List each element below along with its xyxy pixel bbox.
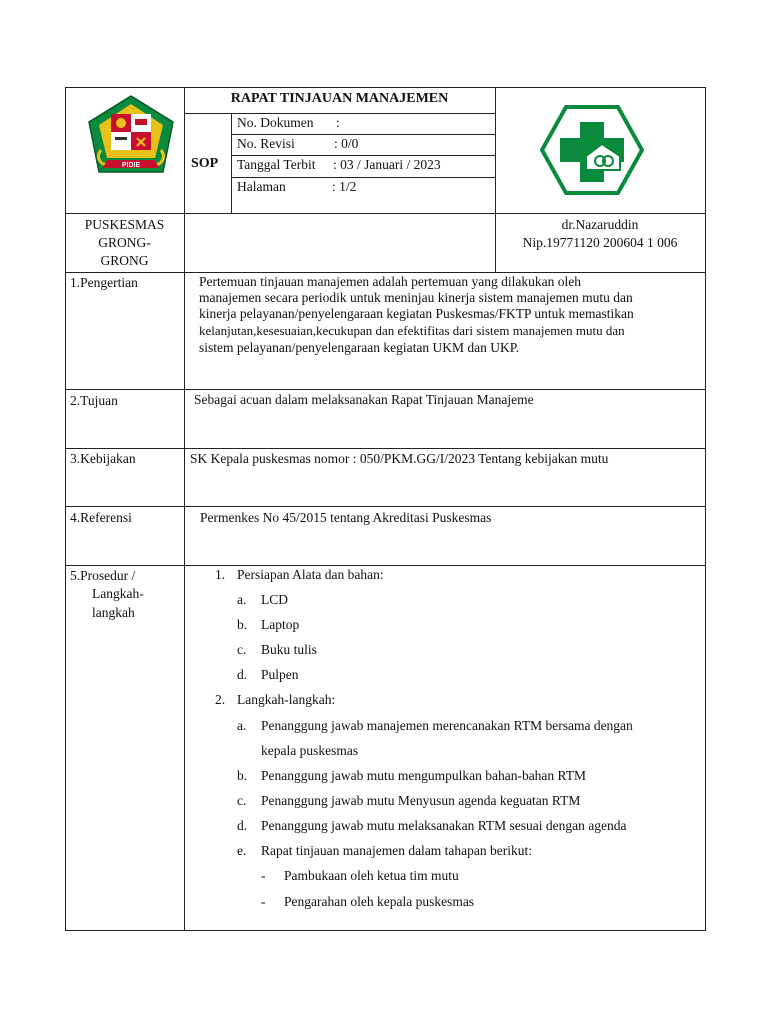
step-1-text: Persiapan Alata dan bahan: xyxy=(237,567,384,582)
step-2c-marker: c. xyxy=(237,793,247,808)
step-2a-marker: a. xyxy=(237,718,247,733)
tujuan-text: Sebagai acuan dalam melaksanakan Rapat Tinjauan Manajeme xyxy=(194,392,534,407)
doc-number-value: : xyxy=(336,115,340,130)
page-label: Halaman xyxy=(237,179,286,194)
dash-item-1-text: Pambukaan oleh ketua tim mutu xyxy=(284,868,459,883)
page-value: : 1/2 xyxy=(332,179,357,194)
step-1a-marker: a. xyxy=(237,592,247,607)
prosedur-label-line-2: Langkah- xyxy=(92,586,144,601)
puskesmas-logo xyxy=(540,104,644,196)
pengertian-line-4: kelanjutan,kesesuaian,kecukupan dan efektifitas dari sistem manajemen mutu dan xyxy=(199,323,625,338)
step-2d-marker: d. xyxy=(237,818,248,833)
kebijakan-label: 3.Kebijakan xyxy=(70,451,136,466)
signer-nip: Nip.19771120 200604 1 006 xyxy=(522,235,678,250)
revision-label: No. Revisi xyxy=(237,136,295,151)
step-2a-continuation: kepala puskesmas xyxy=(261,743,359,758)
issue-date-value: : 03 / Januari / 2023 xyxy=(333,157,441,172)
sop-label: SOP xyxy=(191,156,219,171)
step-1d-text: Pulpen xyxy=(261,667,299,682)
prosedur-label-line-3: langkah xyxy=(92,605,135,620)
step-2b-marker: b. xyxy=(237,768,248,783)
signer-name: dr.Nazaruddin xyxy=(561,217,639,232)
pidie-ribbon-text: PIDIE xyxy=(121,162,141,169)
step-1a-text: LCD xyxy=(261,592,288,607)
puskesmas-cross-icon xyxy=(540,104,644,196)
prosedur-label-line-1: 5.Prosedur / xyxy=(70,568,136,583)
referensi-text: Permenkes No 45/2015 tentang Akreditasi Puskesmas xyxy=(200,510,492,525)
step-2e-text: Rapat tinjauan manajemen dalam tahapan berikut: xyxy=(261,843,533,858)
institution-name-line-2: GRONG- xyxy=(98,235,151,250)
pidie-emblem-icon xyxy=(85,92,177,176)
step-2a-text: Penanggung jawab manajemen merencanakan RTM bersama dengan xyxy=(261,718,633,733)
step-1c-marker: c. xyxy=(237,642,247,657)
step-1b-text: Laptop xyxy=(261,617,300,632)
document-title: RAPAT TINJAUAN MANAJEMEN xyxy=(230,91,449,106)
pengertian-label: 1.Pengertian xyxy=(70,275,138,290)
tujuan-label: 2.Tujuan xyxy=(70,393,118,408)
kebijakan-text: SK Kepala puskesmas nomor : 050/PKM.GG/I/2023 Tentang kebijakan mutu xyxy=(190,451,609,466)
pengertian-line-1: Pertemuan tinjauan manajemen adalah pertemuan yang dilakukan oleh xyxy=(199,274,581,289)
pengertian-line-2: manajemen secara periodik untuk meninjau kinerja sistem manajemen mutu dan xyxy=(199,290,633,305)
step-1-number: 1. xyxy=(215,567,226,582)
issue-date-label: Tanggal Terbit xyxy=(237,157,316,172)
institution-name-line-3: GRONG xyxy=(100,253,149,268)
step-2e-marker: e. xyxy=(237,843,247,858)
referensi-label: 4.Referensi xyxy=(70,510,132,525)
step-2-number: 2. xyxy=(215,692,226,707)
pengertian-line-3: kinerja pelayanan/penyelengaraan kegiatan Puskesmas/FKTP untuk memastikan xyxy=(199,306,634,321)
step-1c-text: Buku tulis xyxy=(261,642,317,657)
step-1b-marker: b. xyxy=(237,617,248,632)
dash-item-2-text: Pengarahan oleh kepala puskesmas xyxy=(284,894,475,909)
institution-name-line-1: PUSKESMAS xyxy=(84,217,165,232)
step-2c-text: Penanggung jawab mutu Menyusun agenda keguatan RTM xyxy=(261,793,581,808)
step-1d-marker: d. xyxy=(237,667,248,682)
pidie-emblem-logo xyxy=(85,92,177,176)
revision-value: : 0/0 xyxy=(334,136,359,151)
step-2d-text: Penanggung jawab mutu melaksanakan RTM sesuai dengan agenda xyxy=(261,818,627,833)
pengertian-line-5: sistem pelayanan/penyelengaraan kegiatan UKM dan UKP. xyxy=(199,340,520,355)
step-2-text: Langkah-langkah: xyxy=(237,692,336,707)
dash-item-2-marker: - xyxy=(261,894,266,909)
step-2b-text: Penanggung jawab mutu mengumpulkan bahan-bahan RTM xyxy=(261,768,586,783)
doc-number-label: No. Dokumen xyxy=(237,115,314,130)
dash-item-1-marker: - xyxy=(261,868,266,883)
